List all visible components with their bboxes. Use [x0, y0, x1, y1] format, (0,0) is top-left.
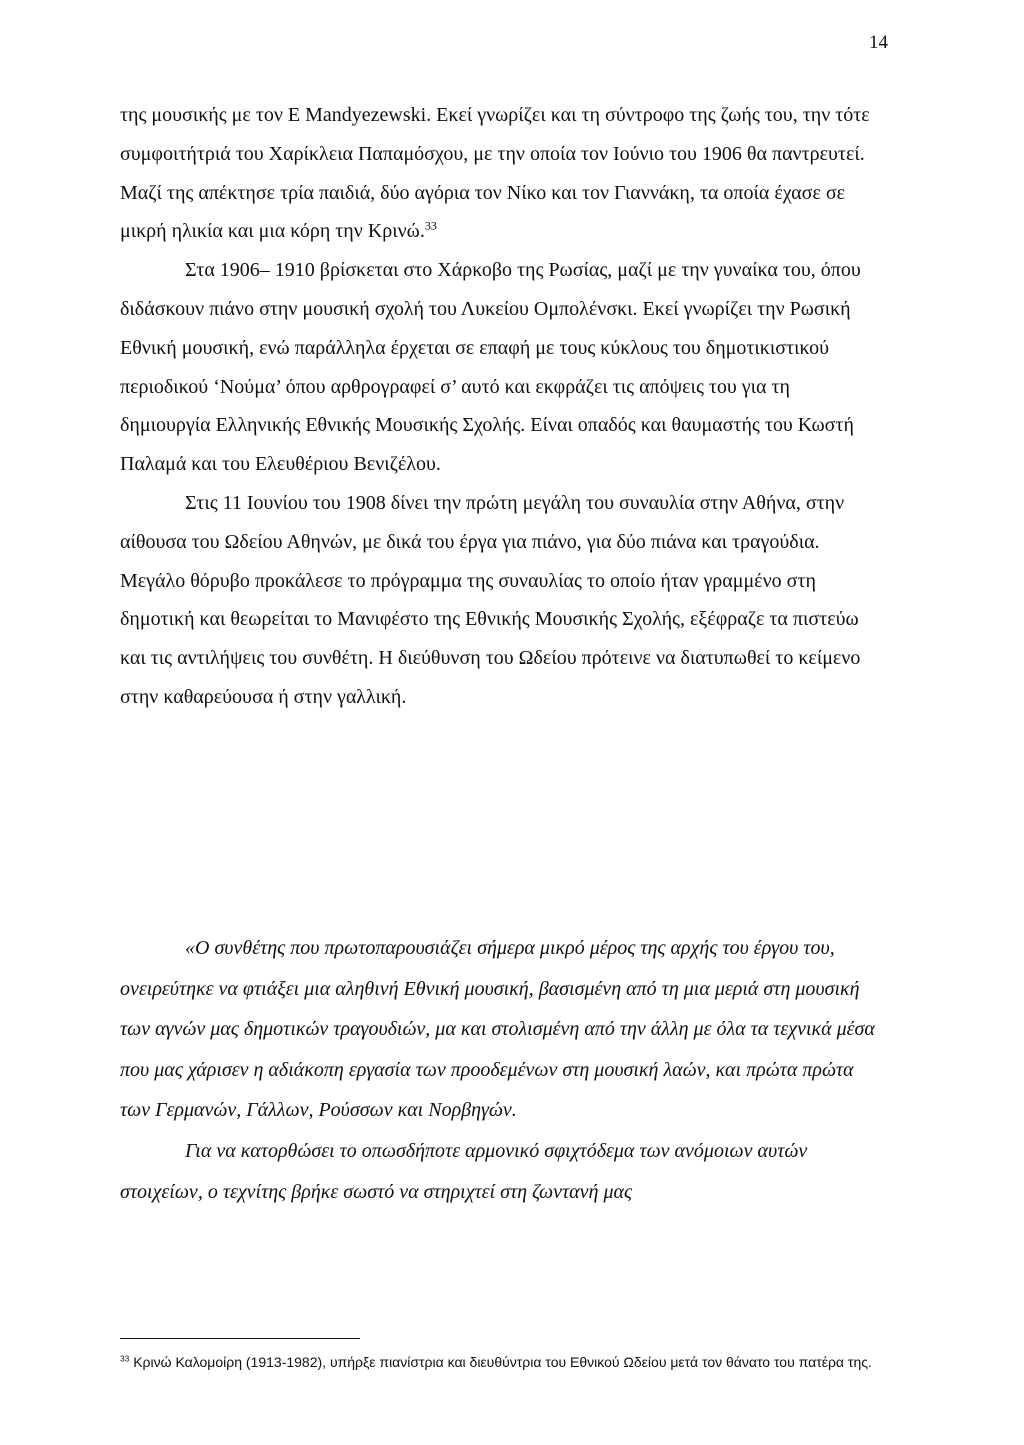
- footnote-marker: 33: [120, 1353, 130, 1364]
- paragraph-3: Στις 11 Ιουνίου του 1908 δίνει την πρώτη μεγάλη του συναυλία στην Αθήνα, στην αίθουσα του Ωδείου Αθηνών, με δικά του έργα για πιάνο, για δύο πιάνα και τραγούδια. Μεγάλο θόρυβο προκάλεσε το πρόγραμμα της συναυλίας το οποίο ήταν γραμμένο στη δημοτική και θεωρείται το Μανιφέστο της Εθνικής Μουσικής Σχολής, εξέφραζε τα πιστεύω και τις αντιλήψεις του συνθέτη. Η διεύθυνση του Ωδείου πρότεινε να διατυπωθεί το κείμενο στην καθαρεύουσα ή στην γαλλική.: [120, 491, 861, 708]
- body-text: [120, 96, 880, 717]
- footnote-text-line: [120, 1351, 880, 1373]
- paragraph-2: Στα 1906– 1910 βρίσκεται στο Χάρκοβο της Ρωσίας, μαζί με την γυναίκα του, όπου διδάσκουν πιάνο στην μουσική σχολή του Λυκείου Ομπολένσκι. Εκεί γνωρίζει την Ρωσική Εθνική μουσική, ενώ παράλληλα έρχεται σε επαφή με τους κύκλους του δημοτικιστικού περιοδικού ‘Νούμα’ όπου αρθρογραφεί σ’ αυτό και εκφράζει τις απόψεις του για τη δημιουργία Ελληνικής Εθνικής Μουσικής Σχολής. Είναι οπαδός και θαυμαστής του Κωστή Παλαμά και του Ελευθέριου Βενιζέλου.: [120, 259, 861, 476]
- quote-paragraph-2: Για να κατορθώσει το οπωσδήποτε αρμονικό σφιχτόδεμα των ανόμοιων αυτών στοιχείων, ο τεχνίτης βρήκε σωστό να στηριχτεί στη ζωντανή μας: [120, 1139, 808, 1203]
- paragraph-1: [120, 96, 880, 251]
- paragraph-1-text: της μουσικής με τον E Mandyezewski. Εκεί γνωρίζει και τη σύντροφο της ζωής του, την τότε συμφοιτήτριά του Χαρίκλεια Παπαμόσχου, με την οποία τον Ιούνιο του 1906 θα παντρευτεί. Μαζί της απέκτησε τρία παιδιά, δύο αγόρια τον Νίκο και τον Γιαννάκη, τα οποία έχασε σε μικρή ηλικία και μια κόρη την Κρινώ.: [120, 104, 870, 243]
- footnote-text: Κρινώ Καλομοίρη (1913-1982), υπήρξε πιανίστρια και διευθύντρια του Εθνικού Ωδείου μετά τον θάνατο του πατέρα της.: [133, 1354, 872, 1370]
- quote-paragraph-1: «Ο συνθέτης που πρωτοπαρουσιάζει σήμερα μικρό μέρος της αρχής του έργου του, ονειρεύτηκε να φτιάξει μια αληθινή Εθνική μουσική, βασισμένη από τη μια μεριά στη μουσική των αγνών μας δημοτικών τραγουδιών, μα και στολισμένη από την άλλη με όλα τα τεχνικά μέσα που μας χάρισεν η αδιάκοπη εργασία των προοδεμένων στη μουσική λαών, και πρώτα πρώτα των Γερμανών, Γάλλων, Ρούσσων και Νορβηγών.: [120, 937, 875, 1122]
- footnote-reference: 33: [424, 218, 437, 233]
- block-quote: [120, 928, 880, 1212]
- footnote: [120, 1351, 880, 1373]
- page-number: 14: [869, 32, 888, 53]
- footnote-separator: [120, 1338, 360, 1339]
